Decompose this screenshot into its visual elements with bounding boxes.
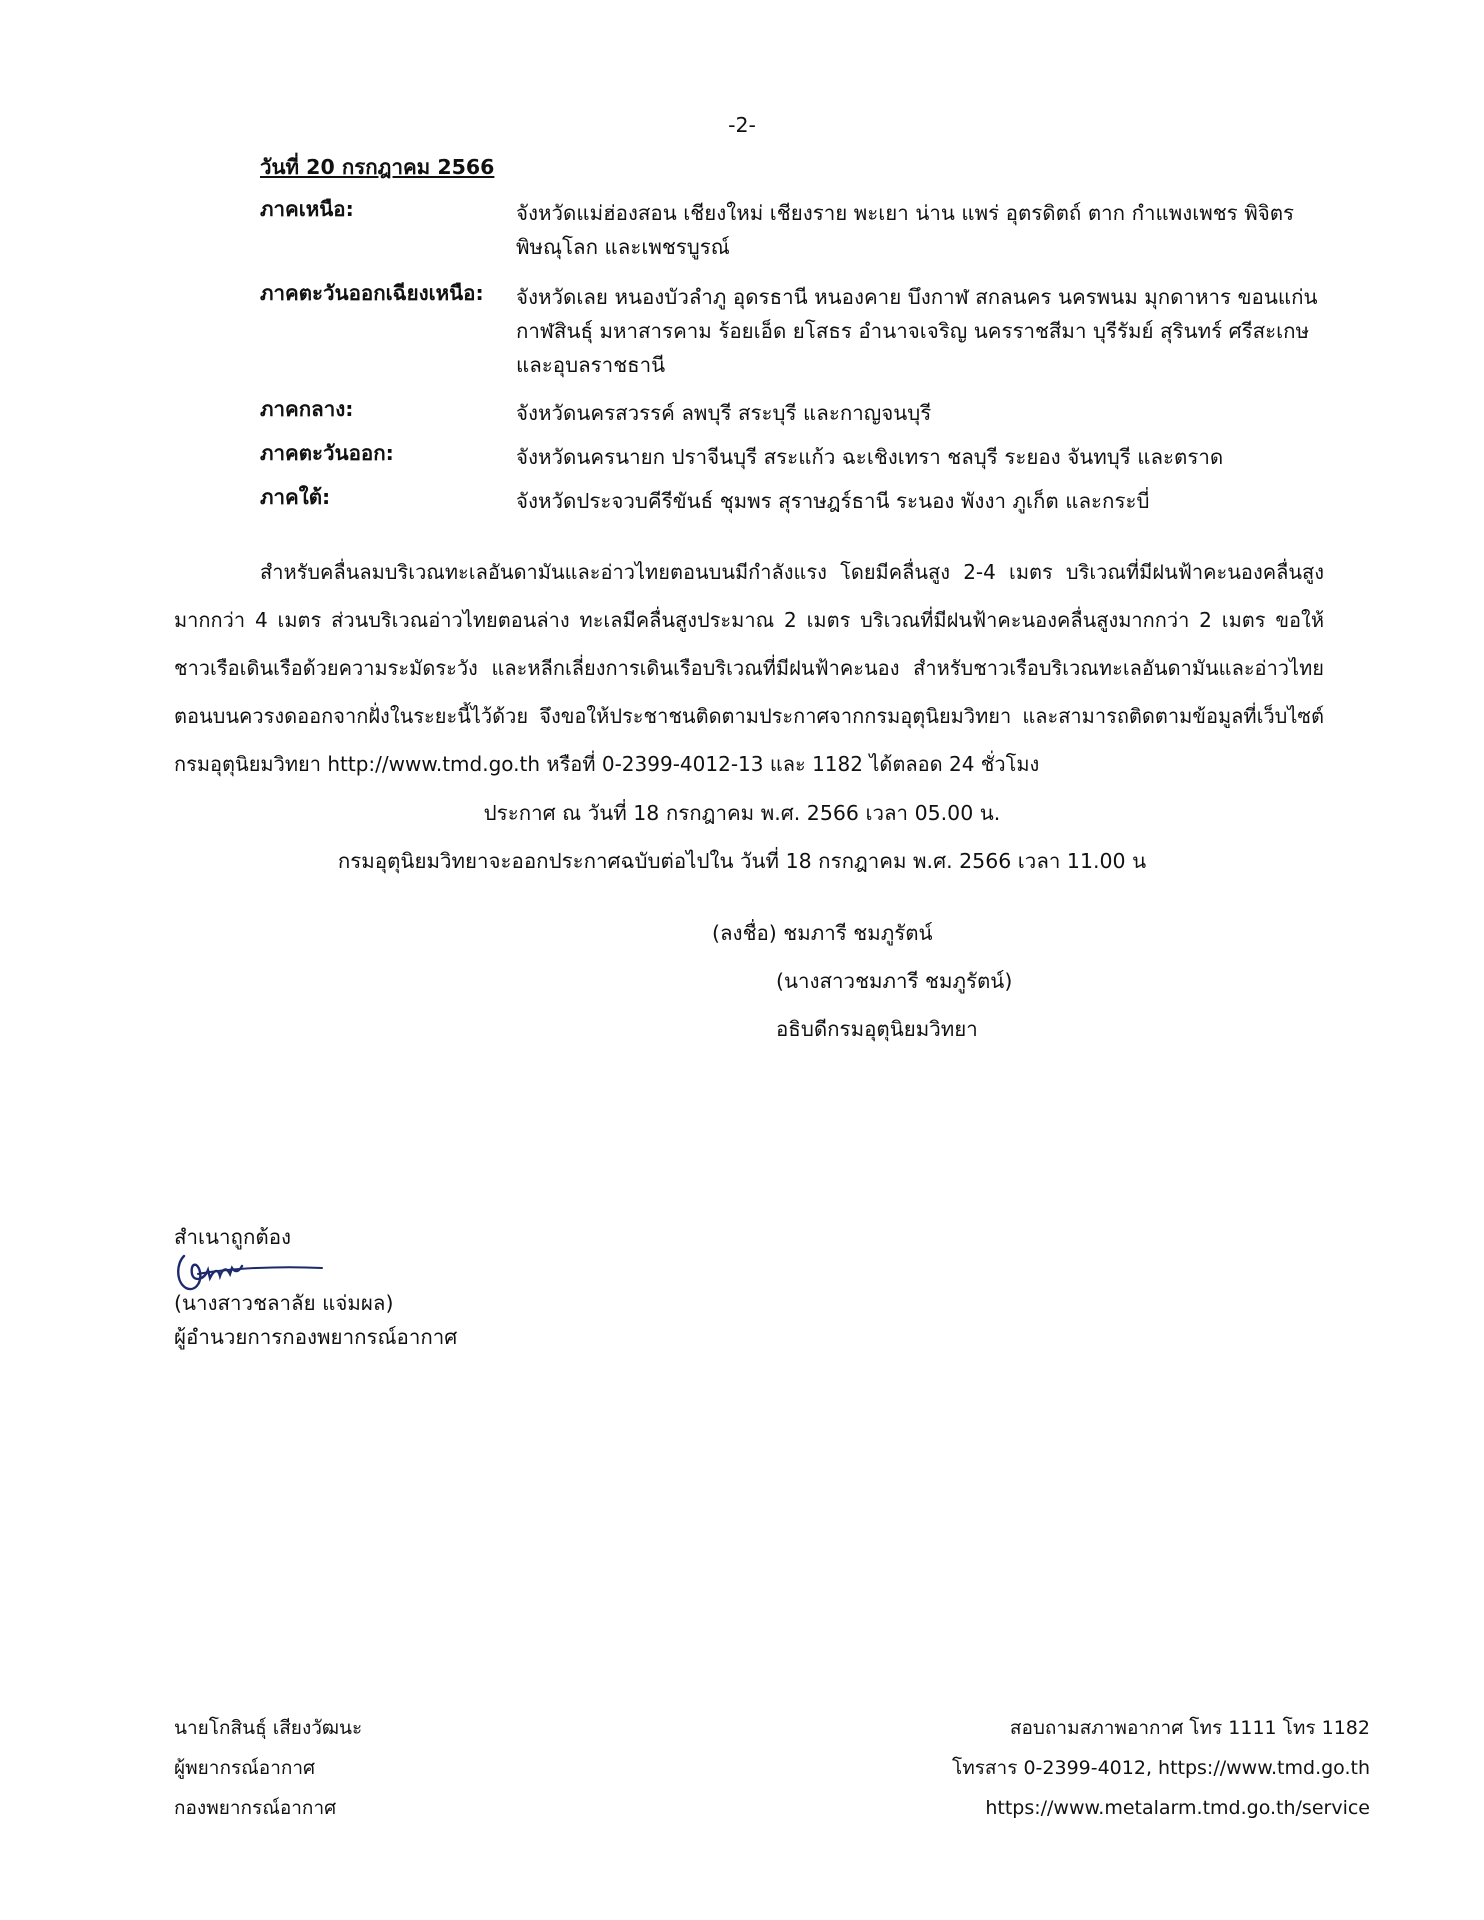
region-provinces: จังหวัดแม่ฮ่องสอน เชียงใหม่ เชียงราย พะเยา น่าน แพร่ อุตรดิตถ์ ตาก กำแพงเพชร พิจิตร พิษณุโลก และเพชรบูรณ์: [516, 201, 1295, 259]
footer-forecaster-name: นายโกสินธุ์ เสียงวัฒนะ: [174, 1717, 363, 1739]
region-provinces: จังหวัดประจวบคีรีขันธ์ ชุมพร สุราษฎร์ธานี ระนอง พังงา ภูเก็ต และกระบี่: [516, 489, 1150, 513]
forecast-date-heading: วันที่ 20 กรกฎาคม 2566: [260, 155, 495, 179]
footer-division: กองพยากรณ์อากาศ: [174, 1797, 337, 1819]
footer-metalarm-link: https://www.metalarm.tmd.go.th/service: [985, 1797, 1370, 1819]
page-number: -2-: [728, 113, 756, 137]
footer-fax-website: โทรสาร 0-2399-4012, https://www.tmd.go.th: [952, 1757, 1370, 1779]
wave-advisory-paragraph: สำหรับคลื่นลมบริเวณทะเลอันดามันและอ่าวไทยตอนบนมีกำลังแรง โดยมีคลื่นสูง 2-4 เมตร บริเวณที่มีฝนฟ้าคะนองคลื่นสูงมากกว่า 4 เมตร ส่วนบริเวณอ่าวไทยตอนล่าง ทะเลมีคลื่นสูงประมาณ 2 เมตร บริเวณที่มีฝนฟ้าคะนองคลื่นสูงมากกว่า 2 เมตร ขอให้ชาวเรือเดินเรือด้วยความระมัดระวัง และหลีกเลี่ยงการเดินเรือบริเวณที่มีฝนฟ้าคะนอง สำหรับชาวเรือบริเวณทะเลอันดามันและอ่าวไทยตอนบนควรงดออกจากฝั่งในระยะนี้ไว้ด้วย จึงขอให้ประชาชนติดตามประกาศจากกรมอุตุนิยมวิทยา และสามารถติดตามข้อมูลที่เว็บไซต์กรมอุตุนิยมวิทยา http://www.tmd.go.th หรือที่ 0-2399-4012-13 และ 1182 ได้ตลอด 24 ชั่วโมง: [174, 560, 1324, 776]
footer-forecaster-title: ผู้พยากรณ์อากาศ: [174, 1757, 316, 1779]
region-provinces: จังหวัดนครสวรรค์ ลพบุรี สระบุรี และกาญจนบุรี: [516, 401, 932, 425]
certified-copy-label: สำเนาถูกต้อง: [174, 1225, 292, 1249]
region-name: ภาคเหนือ:: [260, 197, 354, 221]
region-name: ภาคตะวันออก:: [260, 441, 394, 465]
signer-signed-line: (ลงชื่อ) ชมภารี ชมภูรัตน์: [712, 921, 933, 945]
signer-full-name: (นางสาวชมภารี ชมภูรัตน์): [776, 969, 1013, 993]
region-name: ภาคใต้:: [260, 485, 331, 509]
region-provinces: จังหวัดนครนายก ปราจีนบุรี สระแก้ว ฉะเชิงเทรา ชลบุรี ระยอง จันทบุรี และตราด: [516, 445, 1224, 469]
region-provinces: จังหวัดเลย หนองบัวลำภู อุดรธานี หนองคาย บึงกาฬ สกลนคร นครพนม มุกดาหาร ขอนแก่น กาฬสินธุ์ มหาสารคาม ร้อยเอ็ด ยโสธร อำนาจเจริญ นครราชสีมา บุรีรัมย์ สุรินทร์ ศรีสะเกษ และอุบลราชธานี: [516, 285, 1318, 377]
next-issue-notice: กรมอุตุนิยมวิทยาจะออกประกาศฉบับต่อไปใน วันที่ 18 กรกฎาคม พ.ศ. 2566 เวลา 11.00 น: [337, 849, 1147, 873]
region-name: ภาคกลาง:: [260, 397, 354, 421]
certified-name: (นางสาวชลาลัย แจ่มผล): [174, 1291, 394, 1315]
region-name: ภาคตะวันออกเฉียงเหนือ:: [260, 281, 484, 305]
announcement-time: ประกาศ ณ วันที่ 18 กรกฎาคม พ.ศ. 2566 เวลา 05.00 น.: [483, 801, 1001, 825]
footer-weather-hotline: สอบถามสภาพอากาศ โทร 1111 โทร 1182: [1009, 1717, 1370, 1739]
certified-position: ผู้อำนวยการกองพยากรณ์อากาศ: [174, 1325, 458, 1349]
signer-position: อธิบดีกรมอุตุนิยมวิทยา: [776, 1017, 978, 1041]
